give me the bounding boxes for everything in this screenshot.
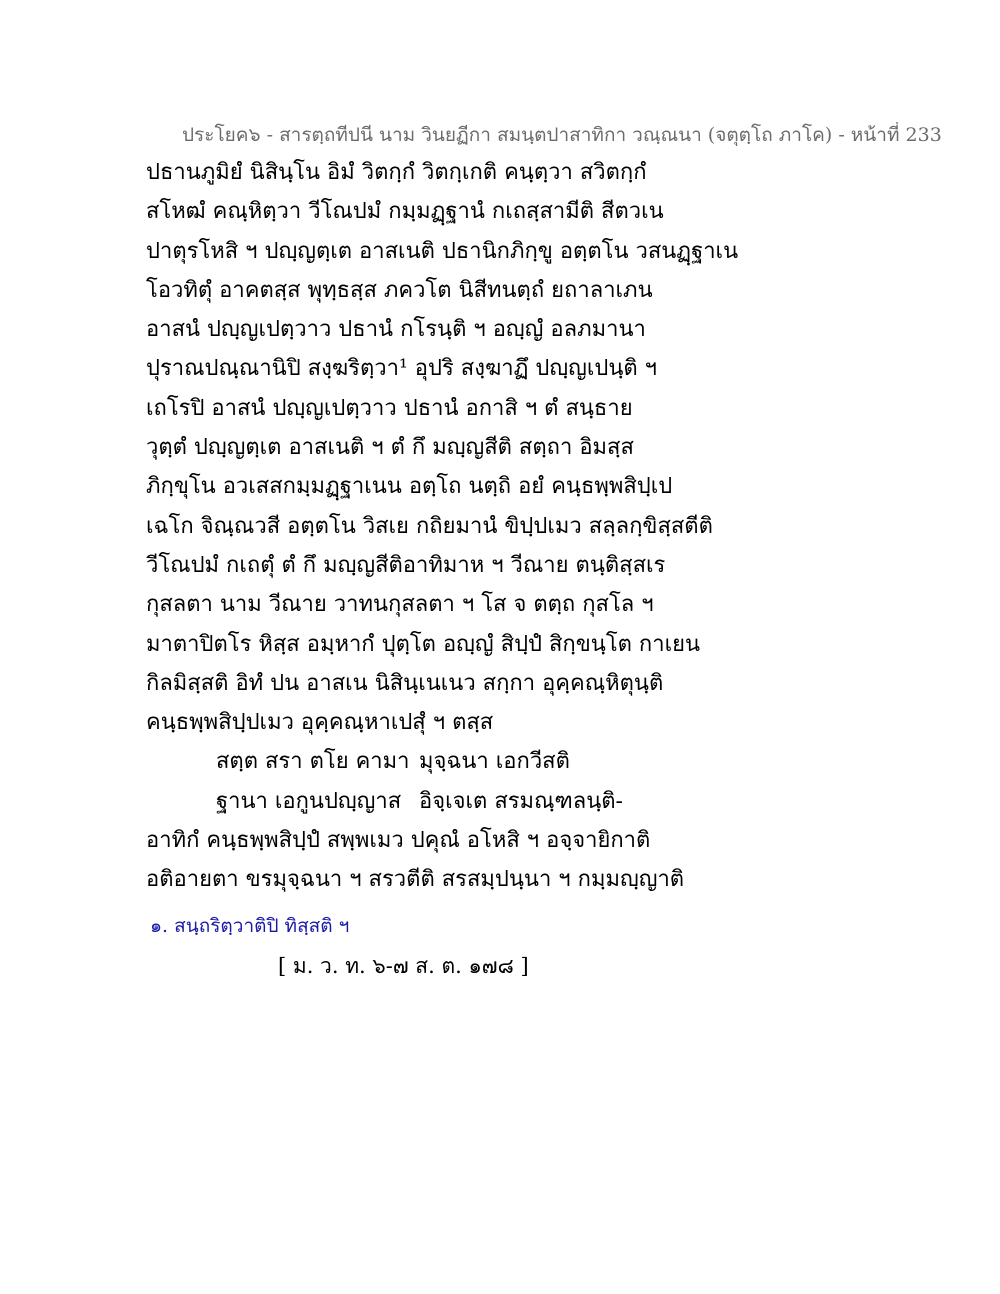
text-line: เฉโก จิณฺณวสี อตฺตโน วิสเย กถิยมานํ ขิปฺปเมว สลฺลกฺขิสฺสตีติ [146,513,713,539]
text-line: ปุราณปณฺณานิปิ สงฺฆริตฺวา¹ อุปริ สงฺฆาฏึ ปญฺญเปนฺติ ฯ [146,356,658,382]
footnote: ๑. สนฺถริตฺวาติปิ ทิสฺสติ ฯ [150,915,350,937]
page-header: ประโยค๖ - สารตฺถทีปนี นาม วินยฏีกา สมนฺตปาสาทิกา วณฺณนา (จตุตฺโถ ภาโค) - หน้าที่ 233 [182,124,942,146]
text-line: อาทิกํ คนฺธพฺพสิปฺปํ สพฺพเมว ปคุณํ อโหสิ ฯ อจฺจายิกาติ [146,828,651,854]
text-line: อาสนํ ปญฺญเปตฺวาว ปธานํ กโรนฺติ ฯ อญฺญํ อลภมานา [146,317,646,343]
text-line: อติอายตา ขรมุจฺฉนา ฯ สรวตีติ สรสมฺปนฺนา ฯ กมฺมญฺญาติ [146,867,685,893]
text-line: เถโรปิ อาสนํ ปญฺญเปตฺวาว ปธานํ อกาสิ ฯ ตํ สนฺธาย [146,395,633,421]
verse-second-half: มุจฺฉนา เอกวีสติ [419,749,570,775]
main-text [146,153,846,900]
text-line: วีโณปมํ กเถตุํ ตํ กึ มญฺญสีติอาทิมาห ฯ วีณาย ตนฺติสฺสเร [146,552,666,578]
text-line: มาตาปิตโร หิสฺส อมฺหากํ ปุตฺโต อญฺญํ สิปฺปํ สิกฺขนฺโต กาเยน [146,631,701,657]
text-line: ปธานภูมิยํ นิสินฺโน อิมํ วิตกฺกํ วิตกฺเกติ คนฺตฺวา สวิตกฺกํ [146,160,647,185]
source-reference: [ ม. ว. ท. ๖-๗ ส. ต. ๑๗๘ ] [278,954,529,978]
text-line: สโหฒํ คณฺหิตฺวา วีโณปมํ กมฺมฏฺฐานํ กเถสฺสามีติ สีตวเน [146,199,664,225]
text-line: กุสลตา นาม วีณาย วาทนกุสลตา ฯ โส จ ตตฺถ กุสโล ฯ [146,592,654,618]
text-line: กิลมิสฺสติ อิทํ ปน อาสเน นิสินฺเนเนว สกฺกา อุคฺคณฺหิตุนฺติ [146,670,664,696]
verse-first-half: ฐานา เอกูนปญฺญาส [216,788,402,814]
verse-second-half: อิจฺเจเต สรมณฺฑลนฺติ- [419,788,623,814]
text-line: คนฺธพฺพสิปฺปเมว อุคฺคณฺหาเปสุํ ฯ ตสฺส [146,710,494,736]
verse-line [146,742,846,781]
text-line: วุตฺตํ ปญฺญตฺเต อาสเนติ ฯ ตํ กึ มญฺญสีติ สตฺถา อิมสฺส [146,435,634,461]
verse-line [146,782,846,821]
text-line: โอวทิตุํ อาคตสฺส พุทฺธสฺส ภควโต นิสีทนตฺถํ ยถาลาเภน [146,277,653,303]
text-line: ปาตุรโหสิ ฯ ปญฺญตฺเต อาสเนติ ปธานิกภิกฺขู อตฺตโน วสนฏฺฐาเน [146,238,739,264]
verse-first-half: สตฺต สรา ตโย คามา [216,749,410,775]
text-line: ภิกฺขุโน อวเสสกมฺมฏฺฐาเนน อตฺโถ นตฺถิ อยํ คนฺธพฺพสิปฺเป [146,474,673,500]
